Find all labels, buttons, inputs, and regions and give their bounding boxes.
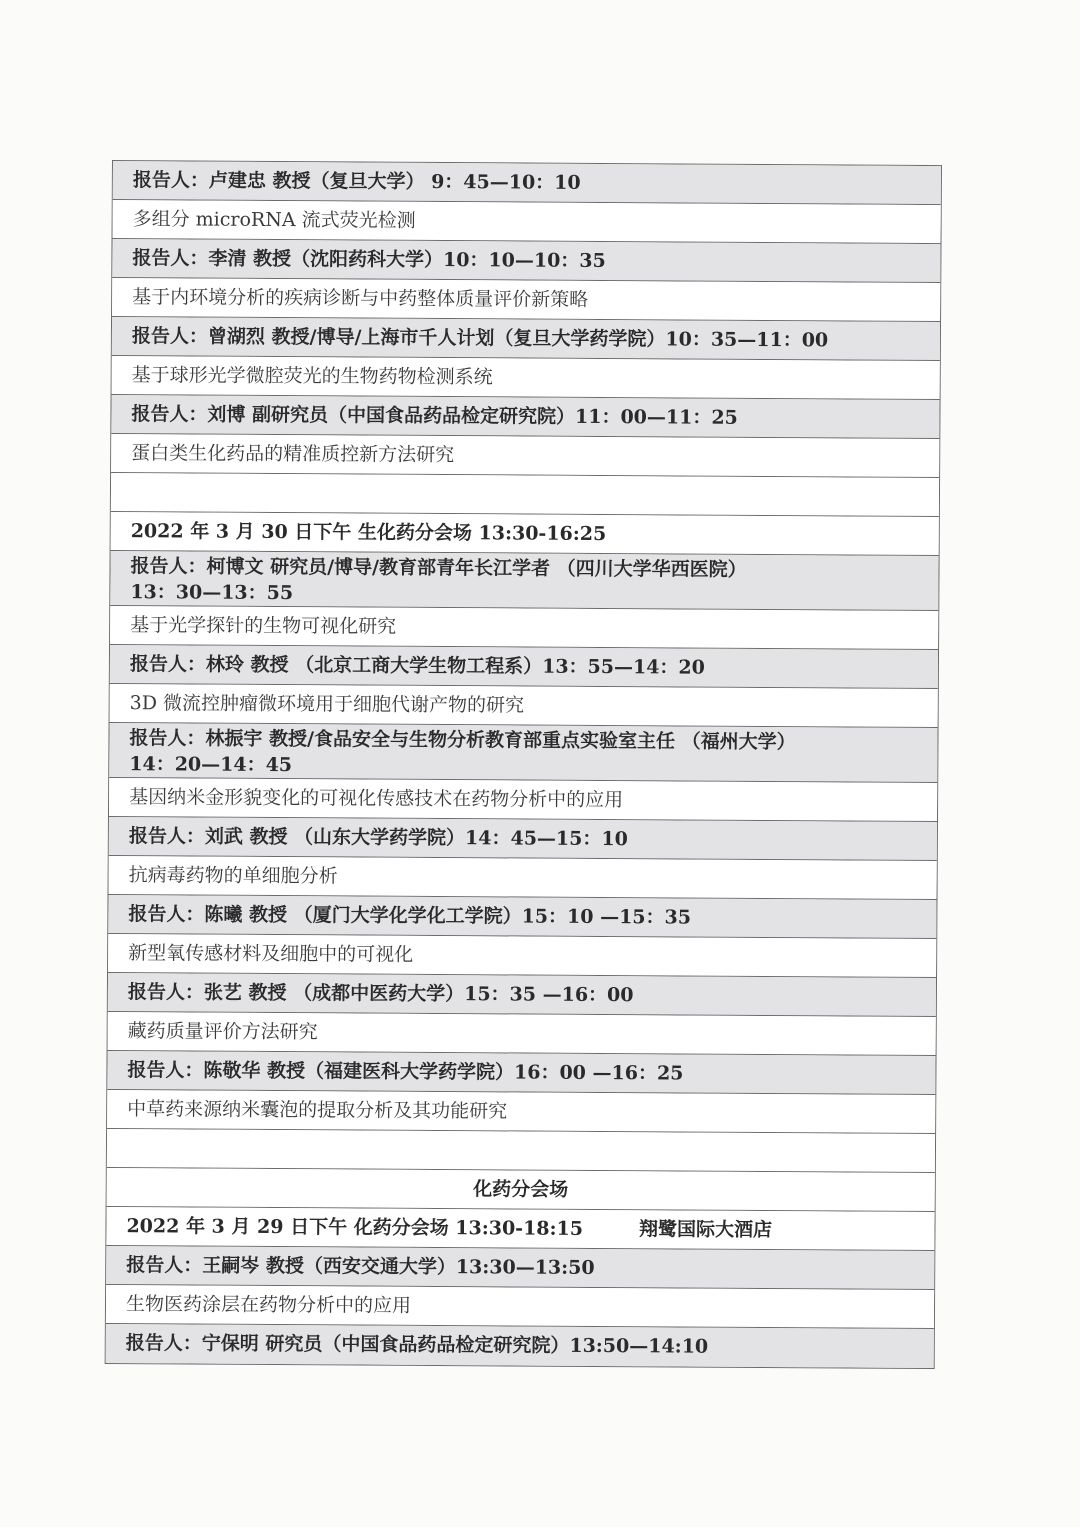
speaker-line: 报告人：林振宇 教授/食品安全与生物分析教育部重点实验室主任 （福州大学） [129,727,796,754]
speaker-row: 报告人：林玲 教授 （北京工商大学生物工程系）13：55—14：20 [110,645,938,689]
speaker-row [110,551,938,611]
blank-row [107,1129,935,1173]
topic-row: 多组分 microRNA 流式荧光检测 [113,200,941,244]
topic-row: 基于内环境分析的疾病诊断与中药整体质量评价新策略 [112,278,940,322]
topic-row: 新型氧传感材料及细胞中的可视化 [108,934,936,978]
speaker-time: 13：30—13：55 [130,581,294,605]
blank-row [111,473,939,517]
schedule-table [105,160,942,1369]
topic-row: 基于光学探针的生物可视化研究 [110,606,938,650]
topic-row: 抗病毒药物的单细胞分析 [109,856,937,900]
speaker-row: 报告人：卢建忠 教授（复旦大学） 9：45—10：10 [113,161,941,205]
venue-title: 化药分会场 [107,1168,935,1212]
speaker-row [109,723,937,783]
topic-row: 中草药来源纳米囊泡的提取分析及其功能研究 [107,1090,935,1134]
speaker-row: 报告人：宁保明 研究员（中国食品药品检定研究院）13:50—14:10 [106,1324,934,1368]
speaker-line: 报告人：柯博文 研究员/博导/教育部青年长江学者 （四川大学华西医院） [130,555,747,581]
speaker-row: 报告人：刘武 教授 （山东大学药学院）14：45—15：10 [109,817,937,861]
session-text: 2022 年 3 月 29 日下午 化药分会场 13:30-18:15 [126,1215,584,1240]
session-location: 翔鹭国际大酒店 [638,1218,773,1242]
speaker-row: 报告人：陈曦 教授 （厦门大学化学化工学院）15：10 —15：35 [108,895,936,939]
topic-row: 蛋白类生化药品的精准质控新方法研究 [111,434,939,478]
speaker-row: 报告人：李清 教授（沈阳药科大学）10：10—10：35 [112,239,940,283]
topic-row: 基因纳米金形貌变化的可视化传感技术在药物分析中的应用 [109,778,937,822]
speaker-row: 报告人：张艺 教授 （成都中医药大学）15：35 —16：00 [108,973,936,1017]
session-header [106,1207,934,1251]
topic-row: 3D 微流控肿瘤微环境用于细胞代谢产物的研究 [110,684,938,728]
speaker-row: 报告人：王嗣岑 教授（西安交通大学）13:30—13:50 [106,1246,934,1290]
topic-row: 生物医药涂层在药物分析中的应用 [106,1285,934,1329]
session-header: 2022 年 3 月 30 日下午 生化药分会场 13:30-16:25 [111,512,939,556]
topic-row: 基于球形光学微腔荧光的生物药物检测系统 [112,356,940,400]
topic-row: 藏药质量评价方法研究 [108,1012,936,1056]
speaker-row: 报告人：陈敬华 教授（福建医科大学药学院）16：00 —16：25 [107,1051,935,1095]
speaker-row: 报告人：刘博 副研究员（中国食品药品检定研究院）11：00—11：25 [111,395,939,439]
speaker-row: 报告人：曾湖烈 教授/博导/上海市千人计划（复旦大学药学院）10：35—11：00 [112,317,940,361]
speaker-time: 14：20—14：45 [129,753,293,777]
